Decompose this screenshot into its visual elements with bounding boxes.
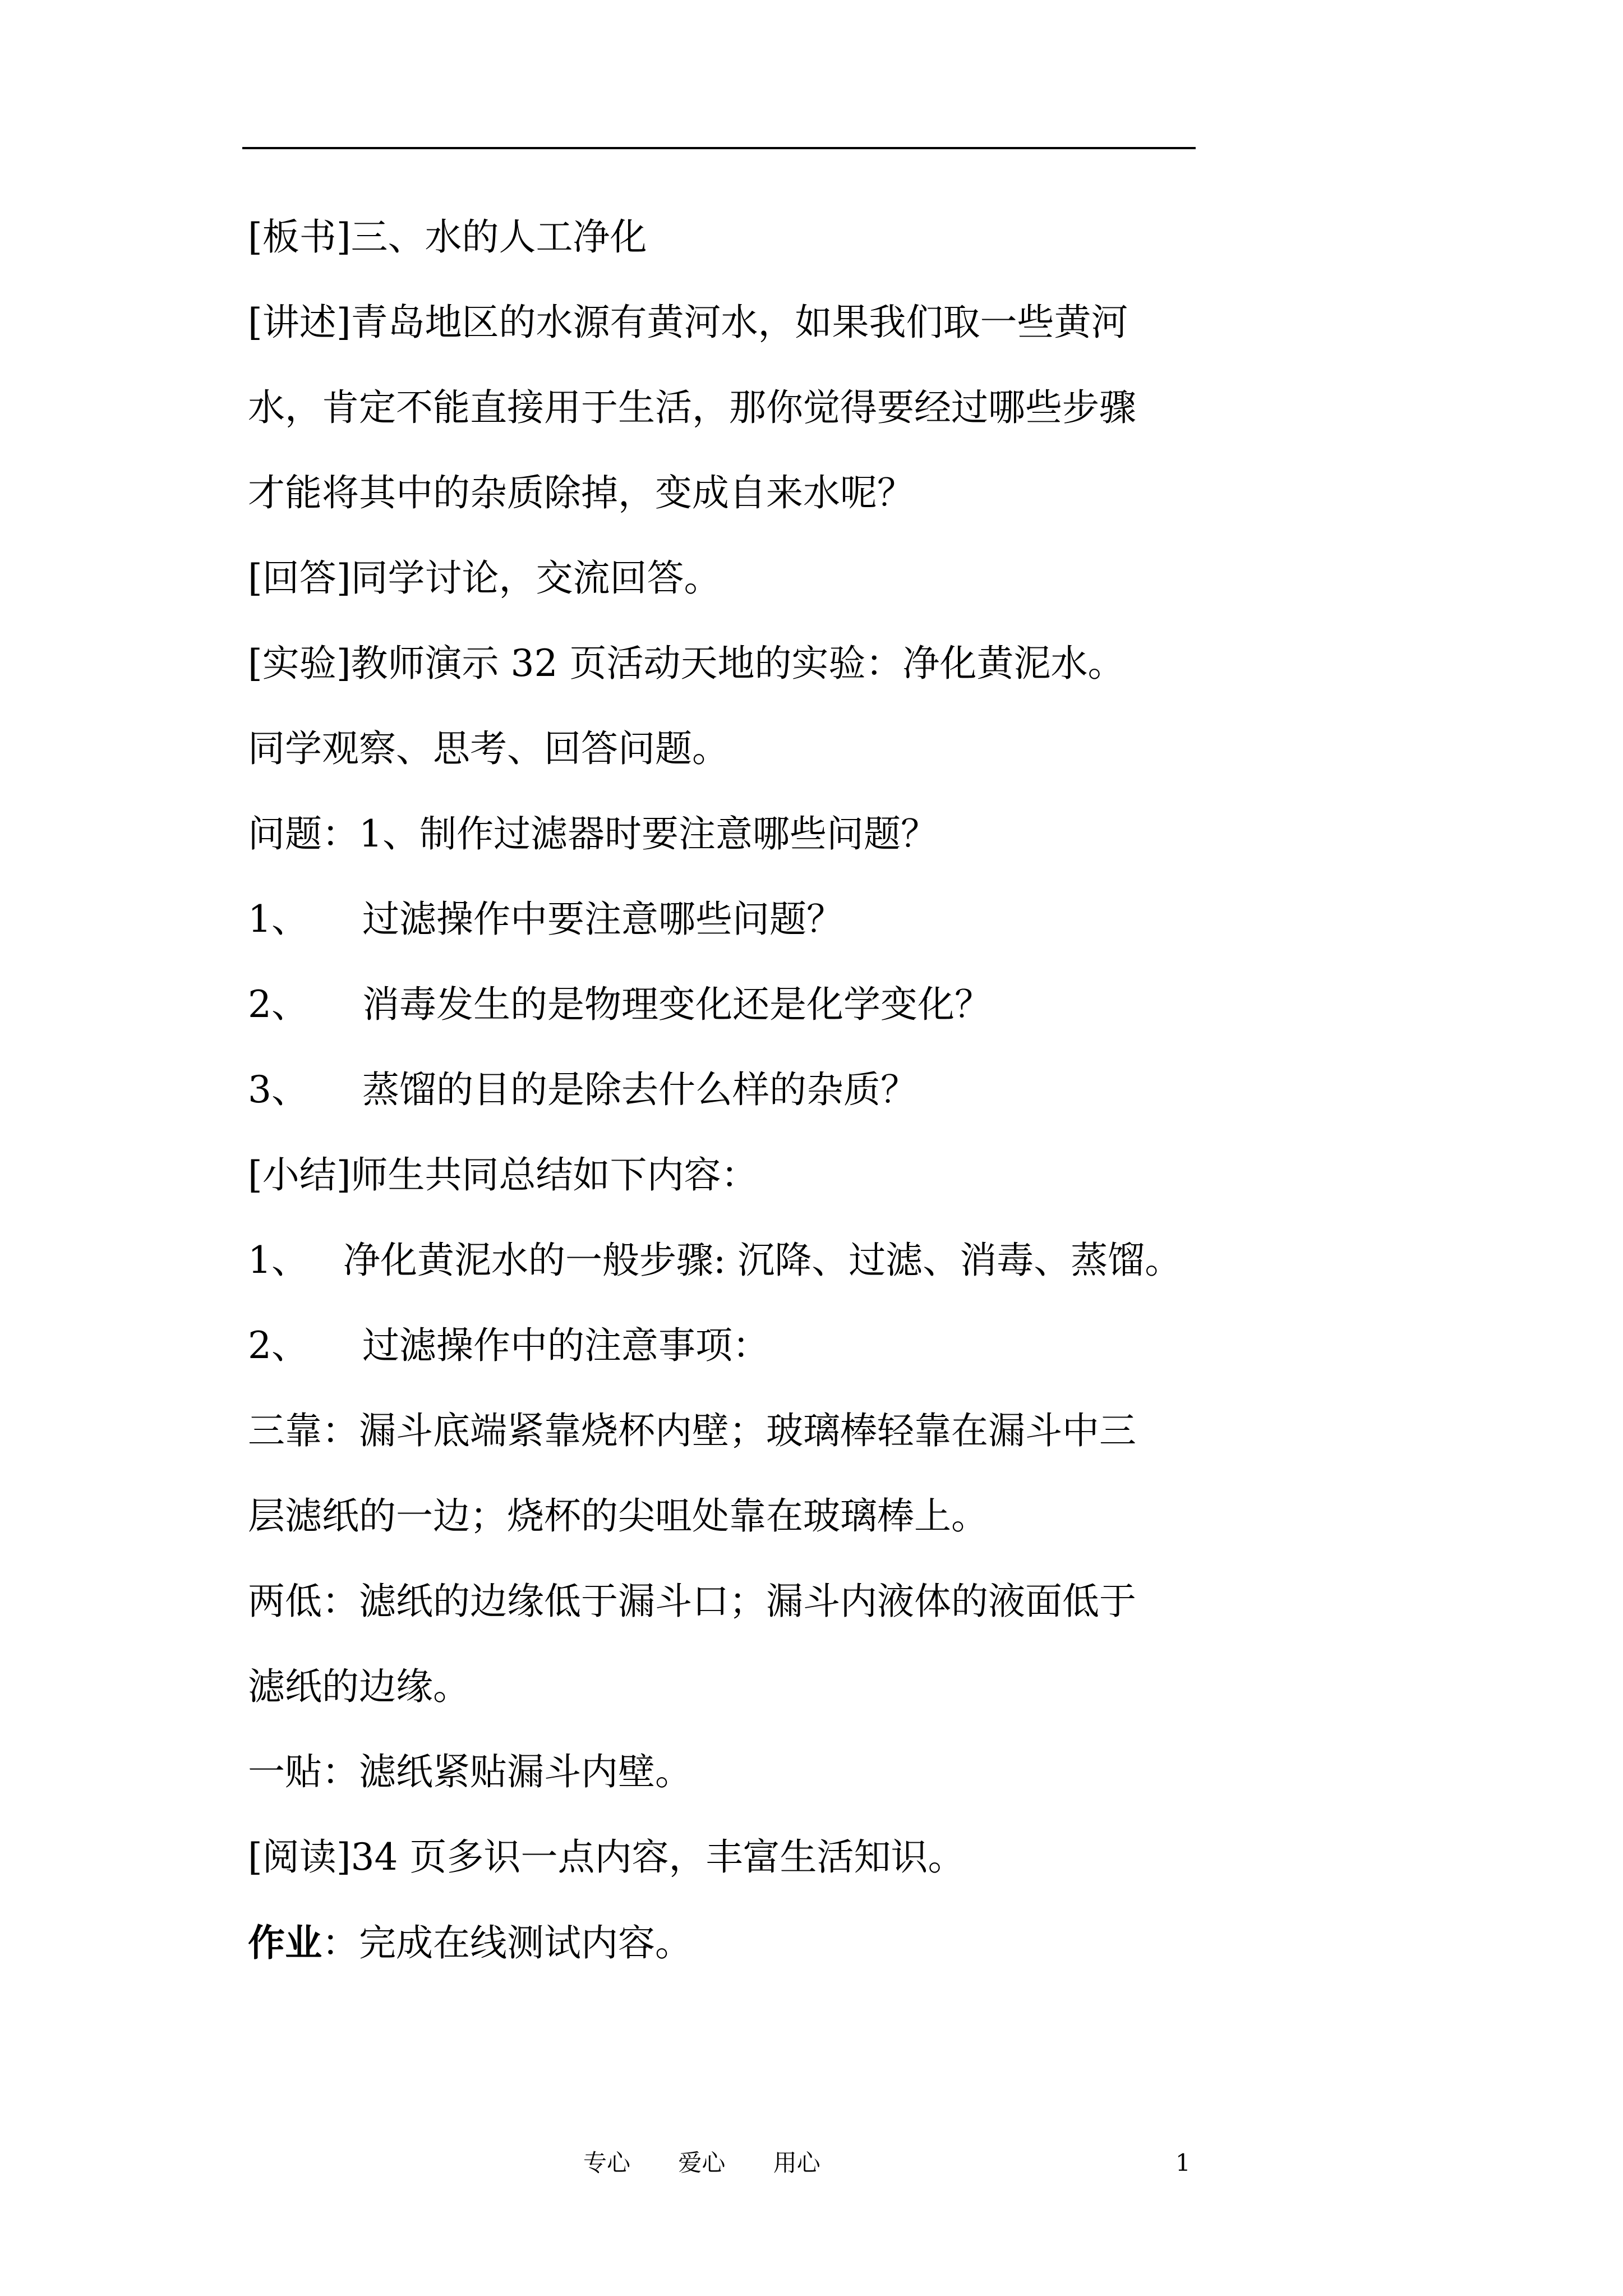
observation-line: 同学观察、思考、回答问题。	[248, 727, 729, 770]
note-three-lean-line-2: 层滤纸的一边；烧杯的尖咀处靠在玻璃棒上。	[248, 1494, 988, 1538]
question-intro: 问题：1、制作过滤器时要注意哪些问题？	[248, 812, 938, 855]
summary-item	[248, 1235, 1182, 1286]
question-number: 2、	[248, 983, 308, 1026]
answer-line: [回答]同学讨论，交流回答。	[248, 556, 721, 600]
note-one-stick: 一贴：滤纸紧贴漏斗内壁。	[248, 1750, 692, 1793]
header-rule	[242, 147, 1196, 149]
question-item	[248, 979, 992, 1030]
summary-number: 1、	[248, 1239, 308, 1282]
footer-motto-item: 用心	[773, 2149, 820, 2177]
question-text: 蒸馏的目的是除去什么样的杂质？	[362, 1068, 917, 1111]
question-number: 3、	[248, 1068, 308, 1111]
homework-line	[248, 1917, 692, 1968]
homework-text: ：完成在线测试内容。	[322, 1921, 692, 1964]
summary-text: 过滤操作中的注意事项：	[362, 1324, 769, 1367]
summary-number: 2、	[248, 1324, 308, 1367]
note-two-low-line-1: 两低：滤纸的边缘低于漏斗口；漏斗内液体的液面低于	[248, 1580, 1136, 1623]
question-text: 消毒发生的是物理变化还是化学变化？	[362, 983, 992, 1026]
question-text: 过滤操作中要注意哪些问题？	[362, 898, 843, 941]
homework-label: 作业	[248, 1921, 322, 1964]
page-number: 1	[1175, 2149, 1191, 2177]
footer-motto-item: 爱心	[678, 2149, 726, 2177]
summary-text: 净化黄泥水的一般步骤: 沉降、过滤、消毒、蒸馏。	[343, 1239, 1182, 1282]
footer-motto	[583, 2147, 861, 2179]
summary-heading: [小结]师生共同总结如下内容：	[248, 1153, 758, 1197]
note-three-lean-line-1: 三靠：漏斗底端紧靠烧杯内壁；玻璃棒轻靠在漏斗中三	[248, 1409, 1136, 1452]
question-number: 1、	[248, 898, 308, 941]
board-heading: [板书]三、水的人工净化	[248, 215, 647, 259]
lecture-line-3: 才能将其中的杂质除掉，变成自来水呢？	[248, 471, 914, 514]
question-item	[248, 894, 843, 945]
note-two-low-line-2: 滤纸的边缘。	[248, 1665, 470, 1708]
question-item	[248, 1065, 917, 1115]
summary-item	[248, 1320, 769, 1371]
lecture-line-2: 水，肯定不能直接用于生活，那你觉得要经过哪些步骤	[248, 386, 1136, 429]
footer-motto-item: 专心	[583, 2149, 631, 2177]
lecture-line-1: [讲述]青岛地区的水源有黄河水，如果我们取一些黄河	[248, 301, 1128, 344]
experiment-line: [实验]教师演示 32 页活动天地的实验：净化黄泥水。	[248, 642, 1125, 685]
reading-line: [阅读]34 页多识一点内容，丰富生活知识。	[248, 1835, 965, 1879]
